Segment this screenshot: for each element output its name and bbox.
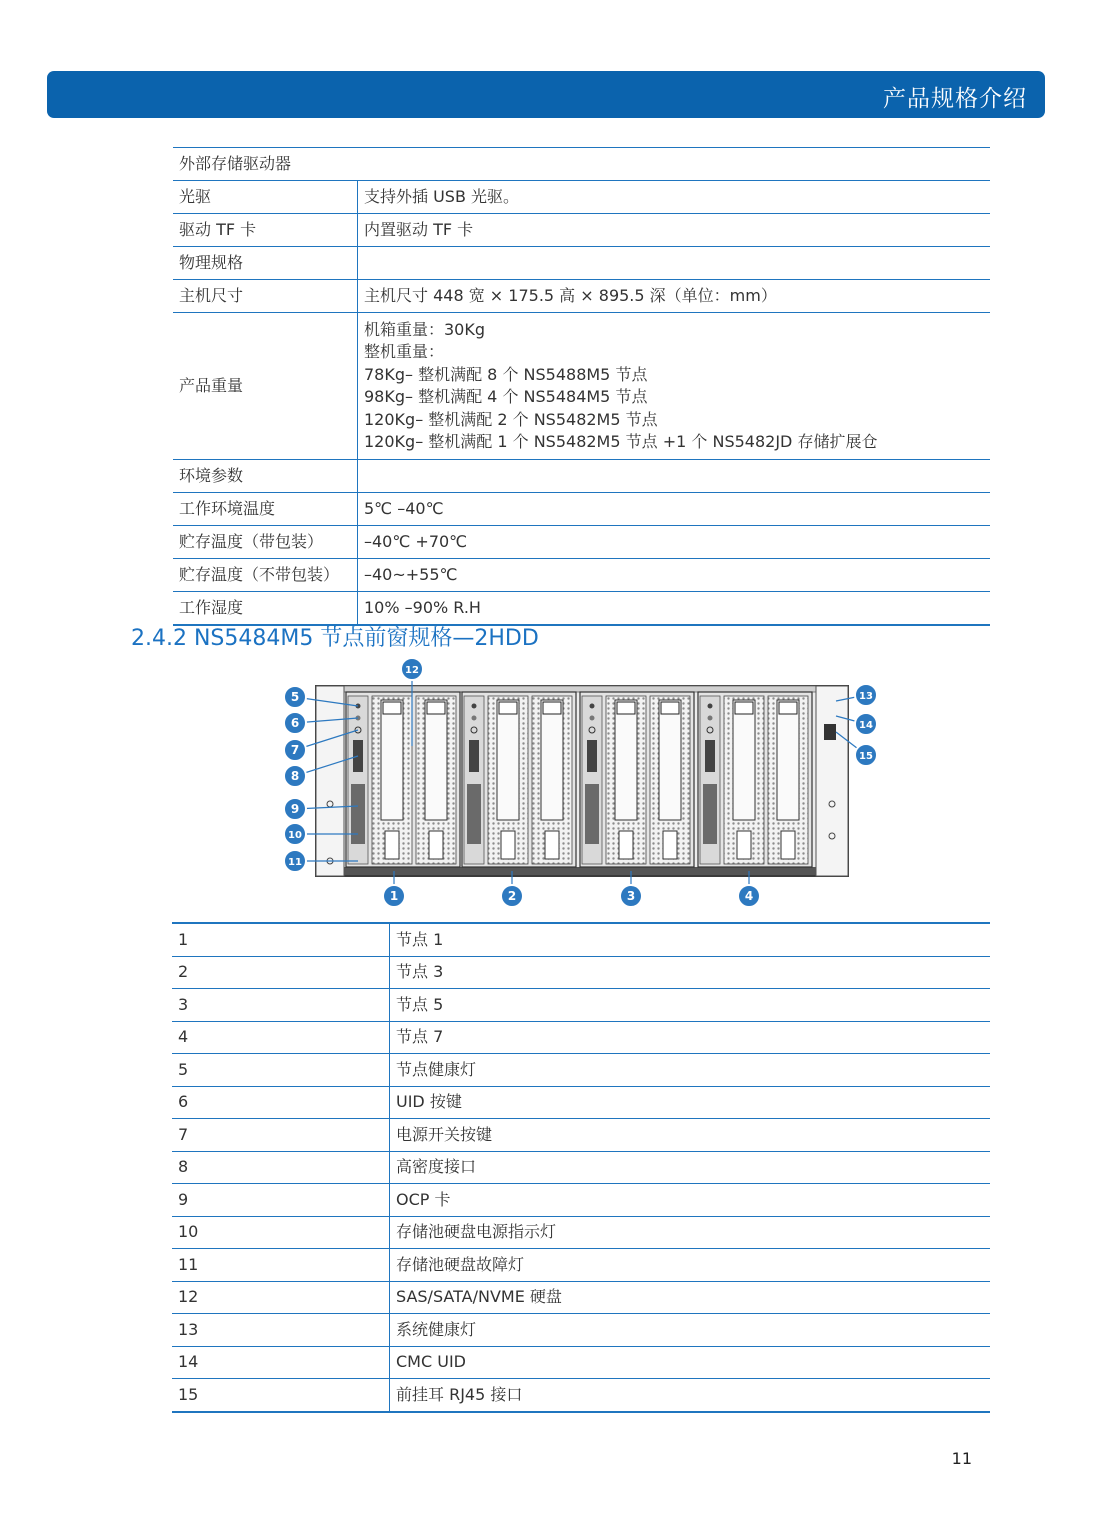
page-number: 11 [951, 1449, 972, 1468]
callout-label: 13 [859, 691, 873, 702]
callout-label: 9 [290, 802, 300, 816]
spec-value: 10% –90% R.H [364, 598, 481, 617]
drive-carrier [425, 700, 447, 820]
drive-carrier [381, 700, 403, 820]
drive-carrier [777, 700, 799, 820]
legend-number: 6 [172, 1086, 390, 1119]
weight-line: 120Kg– 整机满配 2 个 NS5482M5 节点 [364, 409, 658, 429]
spec-label: 外部存储驱动器 [179, 154, 292, 173]
ocp-card [467, 784, 481, 844]
table-row [172, 1346, 990, 1379]
ocp-card [585, 784, 599, 844]
drive-carrier [659, 700, 681, 820]
table-row [173, 559, 990, 592]
callout-label: 14 [859, 720, 873, 731]
drive-latch [383, 702, 401, 714]
legend-desc: 电源开关按键 [396, 1124, 493, 1144]
table-row [172, 1184, 990, 1217]
uid-button [708, 716, 713, 721]
table-row [173, 493, 990, 526]
drive-handle [501, 831, 515, 859]
legend-desc: SAS/SATA/NVME 硬盘 [396, 1287, 562, 1307]
spec-label: 工作环境温度 [173, 493, 358, 526]
callout-label: 7 [290, 743, 300, 757]
legend-number: 13 [172, 1314, 390, 1347]
high-density-port [705, 740, 715, 772]
chassis-bottom-rail [322, 867, 842, 875]
table-row [173, 181, 990, 214]
drive-handle [663, 831, 677, 859]
drive-latch [779, 702, 797, 714]
legend-number: 12 [172, 1281, 390, 1314]
spec-label: 贮存温度（带包装） [173, 526, 358, 559]
high-density-port [469, 740, 479, 772]
legend-number: 1 [172, 923, 390, 956]
high-density-port [587, 740, 597, 772]
spec-label: 物理规格 [173, 247, 358, 280]
drive-handle [429, 831, 443, 859]
table-row [173, 280, 990, 313]
server-node [698, 692, 812, 867]
callout-label: 11 [288, 857, 302, 868]
table-row [172, 1314, 990, 1347]
drive-latch [499, 702, 517, 714]
legend-number: 3 [172, 989, 390, 1022]
legend-desc: 节点 1 [396, 929, 444, 949]
drive-handle [385, 831, 399, 859]
spec-label: 光驱 [173, 181, 358, 214]
left-ear [316, 686, 344, 876]
legend-desc: 节点 7 [396, 1027, 444, 1047]
legend-desc: 节点 3 [396, 962, 444, 982]
spec-value: 5℃ –40℃ [364, 499, 444, 518]
legend-number: 14 [172, 1346, 390, 1379]
drive-latch [661, 702, 679, 714]
weight-line: 120Kg– 整机满配 1 个 NS5482M5 节点 +1 个 NS5482JD 存储扩展仓 [364, 432, 878, 451]
callout-label: 2 [507, 889, 517, 903]
health-led [472, 704, 477, 709]
legend-number: 9 [172, 1184, 390, 1217]
header-banner [47, 71, 1045, 118]
drive-carrier [497, 700, 519, 820]
table-row [172, 956, 990, 989]
server-node [462, 692, 576, 867]
callout-label: 6 [290, 716, 300, 730]
server-front-panel-diagram [276, 656, 896, 910]
drive-carrier [615, 700, 637, 820]
drive-handle [737, 831, 751, 859]
drive-latch [735, 702, 753, 714]
health-led [590, 704, 595, 709]
table-row [172, 1281, 990, 1314]
drive-latch [617, 702, 635, 714]
legend-desc: 节点 5 [396, 994, 444, 1014]
legend-desc: 存储池硬盘电源指示灯 [396, 1222, 557, 1242]
table-row [173, 247, 990, 280]
table-row [172, 1119, 990, 1152]
spec-value: 主机尺寸 448 宽 × 175.5 高 × 895.5 深（单位：mm） [364, 286, 777, 305]
table-row [173, 214, 990, 247]
legend-desc: 节点健康灯 [396, 1059, 477, 1079]
legend-desc: 存储池硬盘故障灯 [396, 1254, 525, 1274]
spec-value: 支持外插 USB 光驱。 [364, 187, 520, 206]
spec-label: 驱动 TF 卡 [173, 214, 358, 247]
legend-number: 2 [172, 956, 390, 989]
weight-line: 整机重量： [364, 342, 445, 361]
drive-handle [619, 831, 633, 859]
callout-label: 8 [290, 769, 300, 783]
server-node [346, 692, 460, 867]
legend-number: 5 [172, 1054, 390, 1087]
chassis-top-rail [322, 686, 842, 692]
spec-value [358, 247, 991, 280]
legend-number: 4 [172, 1021, 390, 1054]
table-row [173, 148, 990, 181]
table-row [172, 1054, 990, 1087]
ocp-card [351, 784, 365, 844]
spec-value: –40℃ +70℃ [364, 532, 468, 551]
uid-button [590, 716, 595, 721]
spec-value: –40~+55℃ [364, 565, 458, 584]
spec-label: 产品重量 [173, 313, 358, 460]
header-title: 产品规格介绍 [883, 86, 1027, 112]
drive-latch [427, 702, 445, 714]
table-row [172, 1086, 990, 1119]
spec-label: 工作湿度 [173, 592, 358, 626]
table-row [172, 1151, 990, 1184]
legend-number: 8 [172, 1151, 390, 1184]
right-ear [816, 686, 848, 876]
legend-number: 10 [172, 1216, 390, 1249]
drive-handle [781, 831, 795, 859]
spec-label: 主机尺寸 [173, 280, 358, 313]
legend-desc: 高密度接口 [396, 1157, 477, 1177]
table-row [173, 526, 990, 559]
table-row [172, 989, 990, 1022]
legend-desc: UID 按键 [396, 1092, 462, 1112]
weight-line: 98Kg– 整机满配 4 个 NS5484M5 节点 [364, 387, 648, 406]
legend-desc: OCP 卡 [396, 1189, 451, 1209]
table-row [172, 1216, 990, 1249]
callout-label: 1 [389, 889, 399, 903]
spec-table [173, 147, 990, 626]
spec-value [358, 148, 991, 181]
spec-value [358, 460, 991, 493]
callout-label: 3 [626, 889, 636, 903]
weight-line: 78Kg– 整机满配 8 个 NS5488M5 节点 [364, 364, 648, 384]
weight-line: 机箱重量：30Kg [364, 319, 486, 339]
section-title: 2.4.2 NS5484M5 节点前窗规格—2HDD [131, 626, 539, 651]
drive-handle [545, 831, 559, 859]
drive-carrier [541, 700, 563, 820]
drive-latch [543, 702, 561, 714]
legend-number: 11 [172, 1249, 390, 1282]
callout-label: 15 [859, 751, 873, 762]
spec-label: 环境参数 [173, 460, 358, 493]
table-row [172, 1021, 990, 1054]
legend-number: 7 [172, 1119, 390, 1152]
table-row [173, 313, 990, 460]
table-row [172, 1249, 990, 1282]
uid-button [472, 716, 477, 721]
legend-desc: 系统健康灯 [396, 1319, 477, 1339]
drive-carrier [733, 700, 755, 820]
callout-label: 10 [288, 830, 302, 841]
legend-desc: CMC UID [396, 1352, 466, 1372]
table-row [173, 460, 990, 493]
spec-value: 内置驱动 TF 卡 [364, 220, 474, 239]
table-row [172, 923, 990, 956]
table-row [172, 1379, 990, 1412]
legend-number: 15 [172, 1379, 390, 1412]
spec-value [358, 313, 991, 460]
ocp-card [703, 784, 717, 844]
rj45-port [824, 724, 836, 740]
health-led [708, 704, 713, 709]
legend-table [172, 922, 990, 1413]
table-row [173, 592, 990, 626]
callout-label: 5 [290, 690, 300, 704]
server-node [580, 692, 694, 867]
callout-label: 12 [405, 665, 419, 676]
legend-desc: 前挂耳 RJ45 接口 [396, 1384, 523, 1404]
callout-label: 4 [744, 889, 754, 903]
spec-label: 贮存温度（不带包装） [173, 559, 358, 592]
